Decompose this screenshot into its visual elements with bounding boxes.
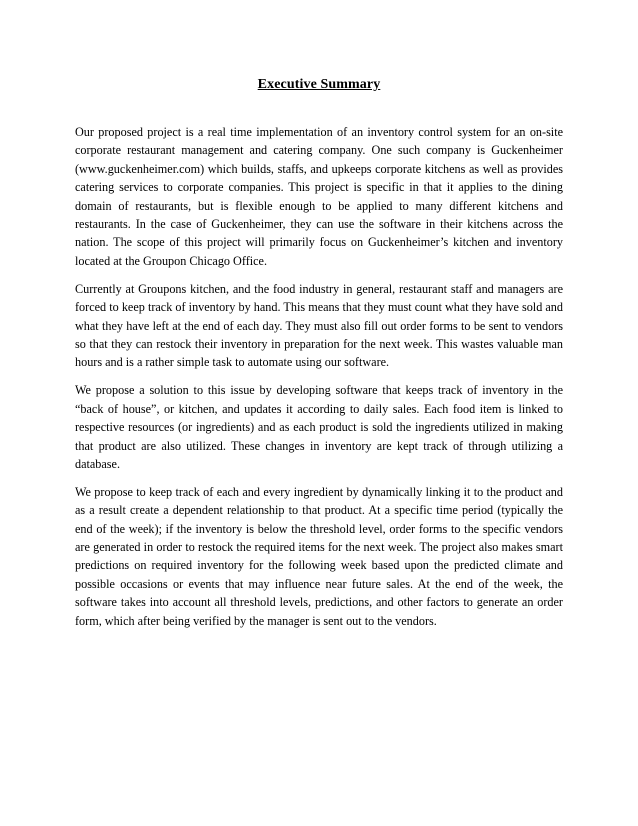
- paragraph-ingredient-tracking: We propose to keep track of each and every ingredient by dynamically linking it to the product and as a result create a dependent relationship to that product. At a specific time period (typically the end of the week); if the inventory is below the threshold level, order forms to the specific vendors are generated in order to restock the required items for the next week. The project also makes smart predictions on required inventory for the following week based upon the predicted climate and possible occasions or events that may influence near future sales. At the end of the week, the software takes into account all threshold levels, predictions, and other factors to generate an order form, which after being verified by the manager is sent out to the vendors.: [75, 484, 563, 628]
- page-title: Executive Summary: [257, 77, 381, 92]
- paragraph-current-problem: Currently at Groupons kitchen, and the food industry in general, restaurant staff and managers are forced to keep track of inventory by hand. This means that they must count what they have sold and what they have left at the end of each day. They must also fill out order forms to be sent to vendors so that they can restock their inventory in preparation for the next week. This wastes valuable man hours and is a rather simple task to automate using our software.: [75, 281, 563, 370]
- paragraph-proposed-solution: We propose a solution to this issue by developing software that keeps track of inventory in the “back of house”, or kitchen, and updates it according to daily sales. Each food item is linked to respective resources (or ingredients) and as each product is sold the ingredients utilized in making that product are also utilized. These changes in inventory are kept track of through utilizing a database.: [75, 383, 563, 471]
- paragraph-project-overview: Our proposed project is a real time implementation of an inventory control system for an on-site corporate restaurant management and catering company. One such company is Guckenheimer (www.guckenheimer.com) which builds, staffs, and upkeeps corporate kitchens as well as provides catering services to corporate companies. This project is specific in that it applies to the dining domain of restaurants, but is flexible enough to be applied to many different kitchens and restaurants. In the case of Guckenheimer, they can use the software in their kitchens across the nation. The scope of this project will primarily focus on Guckenheimer’s kitchen and inventory located at the Groupon Chicago Office.: [75, 125, 563, 268]
- document-body: [75, 123, 563, 640]
